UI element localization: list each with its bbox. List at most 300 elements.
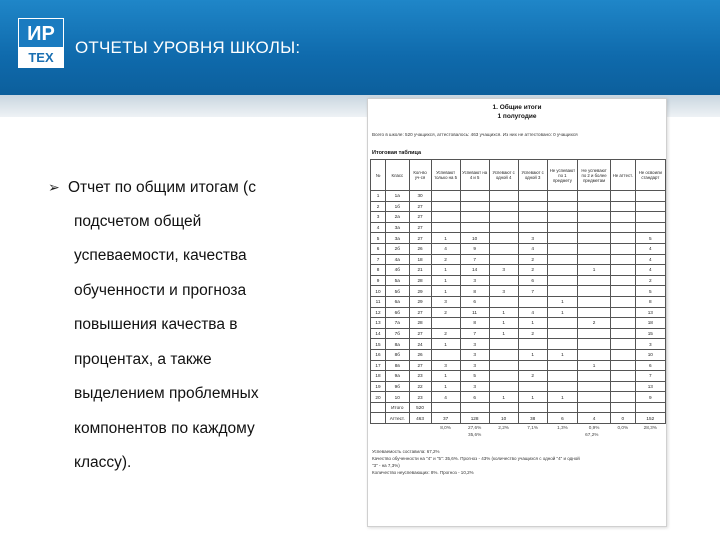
table-cell: 1 — [518, 349, 547, 360]
table-cell — [489, 296, 518, 307]
table-row — [371, 265, 666, 276]
bullet-line: ➢ Отчет по общим итогам (с — [48, 170, 348, 205]
results-table — [370, 159, 666, 438]
table-cell: 16 — [371, 349, 386, 360]
table-cell — [578, 275, 611, 286]
table-cell: 29 — [409, 286, 431, 297]
table-cell: 3а — [386, 222, 409, 233]
bullet-line: успеваемости, качества — [74, 247, 247, 264]
percent-cell: 28,3% — [643, 425, 657, 431]
table-cell: 2 — [518, 328, 547, 339]
table-cell: 4 — [431, 392, 460, 403]
table-row — [371, 371, 666, 382]
table-cell — [610, 318, 635, 329]
table-cell: 4 — [371, 222, 386, 233]
report-document — [367, 98, 667, 527]
table-cell: 12 — [371, 307, 386, 318]
table-cell — [578, 191, 611, 202]
table-cell: 22 — [409, 381, 431, 392]
table-cell — [610, 307, 635, 318]
table-cell: 19 — [371, 381, 386, 392]
table-cell — [610, 254, 635, 265]
column-header: Не успевают по 1 предмету — [547, 160, 578, 191]
table-cell: 1 — [431, 286, 460, 297]
table-cell — [460, 402, 489, 413]
table-cell: 1 — [371, 191, 386, 202]
bullet-line: выделением проблемных — [74, 385, 259, 402]
table-cell: 3а — [386, 233, 409, 244]
table-row — [371, 339, 666, 350]
column-header: № — [371, 160, 386, 191]
table-cell: 3 — [371, 212, 386, 223]
table-cell: 2 — [635, 275, 665, 286]
table-cell — [578, 371, 611, 382]
table-cell: 0 — [610, 413, 635, 424]
table-cell: 1 — [578, 360, 611, 371]
table-cell — [610, 265, 635, 276]
table-row — [371, 349, 666, 360]
table-cell — [610, 201, 635, 212]
table-cell: Аттест. — [386, 413, 409, 424]
table-cell: 2 — [518, 265, 547, 276]
table-cell: 17 — [371, 360, 386, 371]
table-cell — [578, 243, 611, 254]
table-row — [371, 413, 666, 424]
table-cell: 8 — [460, 318, 489, 329]
table-cell: 8в — [386, 360, 409, 371]
table-cell: 7а — [386, 318, 409, 329]
percent-cell — [386, 424, 409, 432]
column-header: Успевают с одной 4 — [489, 160, 518, 191]
table-cell: 27 — [409, 307, 431, 318]
table-cell — [547, 201, 578, 212]
table-cell — [578, 349, 611, 360]
table-cell: 8а — [386, 339, 409, 350]
table-cell — [547, 339, 578, 350]
header-bar — [0, 0, 720, 95]
table-cell: 7 — [460, 328, 489, 339]
table-cell — [610, 392, 635, 403]
table-cell: 4 — [518, 307, 547, 318]
table-row — [371, 254, 666, 265]
table-cell: 3 — [489, 286, 518, 297]
table-cell: 18 — [409, 254, 431, 265]
table-cell: 29 — [409, 296, 431, 307]
table-cell — [431, 201, 460, 212]
footer-line: Качество обученности на "4" и "5": 35,6%. Прогноз - 43% (количество учащихся с одной "4" и одной — [372, 456, 580, 462]
table-cell — [547, 286, 578, 297]
table-cell: 6 — [371, 243, 386, 254]
table-cell: 3 — [460, 381, 489, 392]
column-header: Класс — [386, 160, 409, 191]
table-cell: 1 — [489, 392, 518, 403]
summary-row — [371, 431, 666, 438]
table-cell — [431, 349, 460, 360]
table-cell — [489, 191, 518, 202]
table-cell: 1 — [518, 318, 547, 329]
percent-cell: 0,9% — [588, 425, 600, 431]
table-cell — [518, 339, 547, 350]
column-header: Не аттест. — [610, 160, 635, 191]
doc-title: 1. Общие итоги 1 полугодие — [492, 104, 542, 120]
table-cell: 15 — [635, 328, 665, 339]
table-cell — [610, 371, 635, 382]
table-cell — [635, 212, 665, 223]
table-row — [371, 191, 666, 202]
table-cell — [518, 360, 547, 371]
table-cell — [610, 402, 635, 413]
table-cell — [547, 275, 578, 286]
table-row — [371, 275, 666, 286]
table-cell — [431, 212, 460, 223]
table-cell: 1 — [431, 265, 460, 276]
table-cell — [460, 201, 489, 212]
table-cell: 6а — [386, 296, 409, 307]
bullet-text — [48, 170, 348, 481]
table-cell: 8 — [635, 296, 665, 307]
bullet-line: повышения качества в — [74, 316, 238, 333]
footer-line: Успеваемость составила: 67,2% — [372, 449, 440, 455]
table-cell: 152 — [635, 413, 665, 424]
table-cell: 24 — [409, 339, 431, 350]
table-cell — [547, 328, 578, 339]
table-cell — [578, 254, 611, 265]
table-cell — [518, 381, 547, 392]
table-cell: 2 — [431, 254, 460, 265]
table-cell — [635, 402, 665, 413]
table-cell — [431, 222, 460, 233]
table-cell: 4 — [431, 243, 460, 254]
table-cell: 26 — [409, 243, 431, 254]
table-cell — [547, 318, 578, 329]
table-cell: 20 — [371, 392, 386, 403]
table-cell: 7 — [371, 254, 386, 265]
success-summary: 67,2% — [585, 432, 599, 438]
table-cell — [518, 212, 547, 223]
table-cell — [578, 402, 611, 413]
table-cell — [518, 201, 547, 212]
table-cell: 6 — [460, 296, 489, 307]
table-cell — [610, 296, 635, 307]
table-cell: 13 — [371, 318, 386, 329]
table-row — [371, 360, 666, 371]
table-row — [371, 402, 666, 413]
table-cell: 3 — [460, 339, 489, 350]
table-cell: 463 — [409, 413, 431, 424]
table-cell: 10 — [460, 233, 489, 244]
bullet-line: классу). — [74, 454, 132, 471]
table-cell: 7б — [386, 328, 409, 339]
table-row — [371, 296, 666, 307]
table-cell — [578, 307, 611, 318]
table-cell: 1 — [547, 296, 578, 307]
table-cell: 7 — [635, 371, 665, 382]
table-cell: 7 — [518, 286, 547, 297]
table-cell — [578, 296, 611, 307]
table-cell: 4 — [635, 243, 665, 254]
table-cell: 30 — [409, 191, 431, 202]
table-cell: 26 — [409, 349, 431, 360]
logo-top-text: ИР — [18, 18, 64, 48]
bullet-line: подсчетом общей — [74, 212, 202, 230]
table-cell: 27 — [409, 201, 431, 212]
table-cell — [547, 191, 578, 202]
table-cell — [578, 339, 611, 350]
column-header: Не освоили стандарт — [635, 160, 665, 191]
percent-cell: 8,0% — [440, 425, 451, 431]
table-cell: 2 — [431, 307, 460, 318]
table-cell: 9 — [635, 392, 665, 403]
table-cell: 3 — [518, 233, 547, 244]
table-row — [371, 201, 666, 212]
irtech-logo — [18, 18, 64, 70]
table-cell: 6 — [635, 360, 665, 371]
table-cell: 23 — [409, 371, 431, 382]
table-cell: 37 — [431, 413, 460, 424]
table-cell: 2 — [431, 328, 460, 339]
arrow-bullet-icon: ➢ — [48, 179, 60, 195]
table-cell — [431, 402, 460, 413]
table-cell — [489, 212, 518, 223]
table-cell: 128 — [460, 413, 489, 424]
table-cell: 10 — [386, 392, 409, 403]
table-cell: 9а — [386, 371, 409, 382]
table-cell: 2 — [518, 371, 547, 382]
table-cell — [371, 402, 386, 413]
table-cell: 2а — [386, 212, 409, 223]
table-cell: 3 — [460, 360, 489, 371]
table-cell: 1 — [518, 392, 547, 403]
percent-cell — [371, 424, 386, 432]
table-cell — [635, 191, 665, 202]
table-cell — [578, 201, 611, 212]
table-cell: 27 — [409, 222, 431, 233]
table-cell — [489, 381, 518, 392]
column-header: Успевают на 4 и 5 — [460, 160, 489, 191]
percent-cell: 7,1% — [527, 425, 538, 431]
table-cell: 11 — [371, 296, 386, 307]
table-cell: 2 — [578, 318, 611, 329]
table-cell — [431, 191, 460, 202]
table-cell — [578, 286, 611, 297]
table-cell: 4б — [386, 265, 409, 276]
doc-info-line: Всего в школе: 520 учащихся, аттестовалось: 463 учащихся. Из них не аттестовано: 0 учащихся — [372, 132, 578, 137]
table-cell: 1 — [431, 371, 460, 382]
table-cell — [460, 212, 489, 223]
table-cell — [610, 381, 635, 392]
footer-line: Количество неуспевающих: 8%. Прогноз - 10,2% — [372, 470, 474, 476]
table-cell: 10 — [371, 286, 386, 297]
table-cell — [635, 222, 665, 233]
percent-row — [371, 424, 666, 432]
table-cell — [489, 275, 518, 286]
table-cell: 1 — [547, 307, 578, 318]
table-row — [371, 286, 666, 297]
table-cell: 6 — [460, 392, 489, 403]
table-cell: 9б — [386, 381, 409, 392]
table-cell: 1 — [431, 339, 460, 350]
table-cell — [431, 318, 460, 329]
table-cell: 5а — [386, 275, 409, 286]
table-cell: 13 — [635, 307, 665, 318]
table-cell — [371, 413, 386, 424]
table-cell: 18 — [371, 371, 386, 382]
page-title: ОТЧЕТЫ УРОВНЯ ШКОЛЫ: — [75, 38, 301, 57]
table-cell: 2 — [518, 254, 547, 265]
table-cell — [610, 233, 635, 244]
table-row — [371, 212, 666, 223]
table-cell — [547, 265, 578, 276]
table-cell — [610, 339, 635, 350]
column-header: Успевают с одной 3 — [518, 160, 547, 191]
table-cell: 1а — [386, 191, 409, 202]
percent-cell: 27,6% — [467, 425, 482, 431]
table-cell — [610, 212, 635, 223]
table-cell: 3 — [460, 275, 489, 286]
table-cell — [610, 222, 635, 233]
table-row — [371, 328, 666, 339]
percent-cell: 0,0% — [617, 425, 629, 431]
table-cell: 1 — [431, 233, 460, 244]
bullet-line: компонентов по каждому — [74, 419, 255, 437]
percent-cell: 1,3% — [557, 425, 568, 431]
table-cell: 28 — [409, 318, 431, 329]
table-cell — [578, 212, 611, 223]
table-cell: 7 — [460, 254, 489, 265]
table-cell: 11 — [460, 307, 489, 318]
table-cell — [460, 191, 489, 202]
bullet-line: обученности и прогноза — [74, 281, 247, 299]
table-cell — [610, 328, 635, 339]
table-cell — [578, 392, 611, 403]
table-cell — [547, 402, 578, 413]
table-cell: 3 — [635, 339, 665, 350]
table-cell: 15 — [371, 339, 386, 350]
table-cell — [578, 381, 611, 392]
table-cell — [547, 381, 578, 392]
table-row — [371, 318, 666, 329]
table-cell — [610, 275, 635, 286]
table-cell — [610, 360, 635, 371]
table-cell — [489, 360, 518, 371]
table-cell: 4 — [578, 413, 611, 424]
column-header: Успевают только на 5 — [431, 160, 460, 191]
table-cell: 27 — [409, 360, 431, 371]
table-cell: 1 — [489, 307, 518, 318]
table-cell: 14 — [460, 265, 489, 276]
table-cell: 9 — [460, 243, 489, 254]
table-row — [371, 233, 666, 244]
table-cell: 14 — [371, 328, 386, 339]
logo-bottom-text: ТЕХ — [18, 48, 64, 68]
table-cell — [610, 286, 635, 297]
quality-summary: 35,6% — [467, 432, 482, 438]
table-row — [371, 307, 666, 318]
table-cell: 3 — [489, 265, 518, 276]
table-cell: 4 — [635, 265, 665, 276]
table-cell — [489, 371, 518, 382]
table-row — [371, 392, 666, 403]
table-cell: 21 — [409, 265, 431, 276]
table-cell — [518, 296, 547, 307]
table-cell: 5б — [386, 286, 409, 297]
table-cell — [578, 233, 611, 244]
table-cell — [489, 402, 518, 413]
table-cell: 6б — [386, 307, 409, 318]
table-cell — [547, 212, 578, 223]
table-cell — [489, 339, 518, 350]
table-cell: 6 — [518, 275, 547, 286]
table-cell: 27 — [409, 328, 431, 339]
table-title: Итоговая таблица — [372, 150, 422, 156]
table-cell — [610, 243, 635, 254]
table-cell — [578, 222, 611, 233]
column-header: Не успевают по 2 и более предметам — [578, 160, 611, 191]
table-cell — [489, 349, 518, 360]
table-cell — [518, 222, 547, 233]
table-cell: 4а — [386, 254, 409, 265]
table-cell — [547, 243, 578, 254]
column-header: Кол-во уч-ся — [409, 160, 431, 191]
table-cell — [610, 349, 635, 360]
table-cell: 28 — [409, 275, 431, 286]
table-cell: 2 — [371, 201, 386, 212]
table-cell: 3 — [431, 296, 460, 307]
table-row — [371, 381, 666, 392]
table-cell: 23 — [409, 392, 431, 403]
table-cell: 6 — [547, 413, 578, 424]
table-row — [371, 243, 666, 254]
bullet-line: процентах, а также — [74, 350, 212, 368]
table-cell: 1 — [431, 275, 460, 286]
percent-cell — [409, 424, 431, 432]
table-cell: 10 — [489, 413, 518, 424]
table-cell: 8б — [386, 349, 409, 360]
table-cell — [518, 402, 547, 413]
table-cell — [635, 201, 665, 212]
table-cell: 1 — [489, 318, 518, 329]
table-cell: 5 — [635, 286, 665, 297]
table-cell: 5 — [635, 233, 665, 244]
table-cell — [489, 243, 518, 254]
table-cell: 2б — [386, 243, 409, 254]
table-cell: 1 — [547, 349, 578, 360]
footer-line: "3" - на 7,3%) — [372, 463, 400, 469]
table-cell: 8 — [371, 265, 386, 276]
table-cell — [460, 222, 489, 233]
table-cell: 38 — [518, 413, 547, 424]
table-cell: 1 — [578, 265, 611, 276]
table-cell: 27 — [409, 212, 431, 223]
table-cell: 8 — [460, 286, 489, 297]
table-row — [371, 222, 666, 233]
table-cell: 1 — [547, 392, 578, 403]
table-cell: 1 — [431, 381, 460, 392]
percent-cell: 2,2% — [498, 425, 509, 431]
table-cell: 1 — [489, 328, 518, 339]
table-cell — [489, 222, 518, 233]
table-cell — [610, 191, 635, 202]
table-cell: 3 — [431, 360, 460, 371]
table-cell: 520 — [409, 402, 431, 413]
table-cell: Итого — [386, 402, 409, 413]
table-cell: 5 — [460, 371, 489, 382]
table-cell: 10 — [635, 349, 665, 360]
table-cell — [547, 360, 578, 371]
table-cell — [547, 222, 578, 233]
table-cell: 1б — [386, 201, 409, 212]
table-cell: 18 — [635, 318, 665, 329]
